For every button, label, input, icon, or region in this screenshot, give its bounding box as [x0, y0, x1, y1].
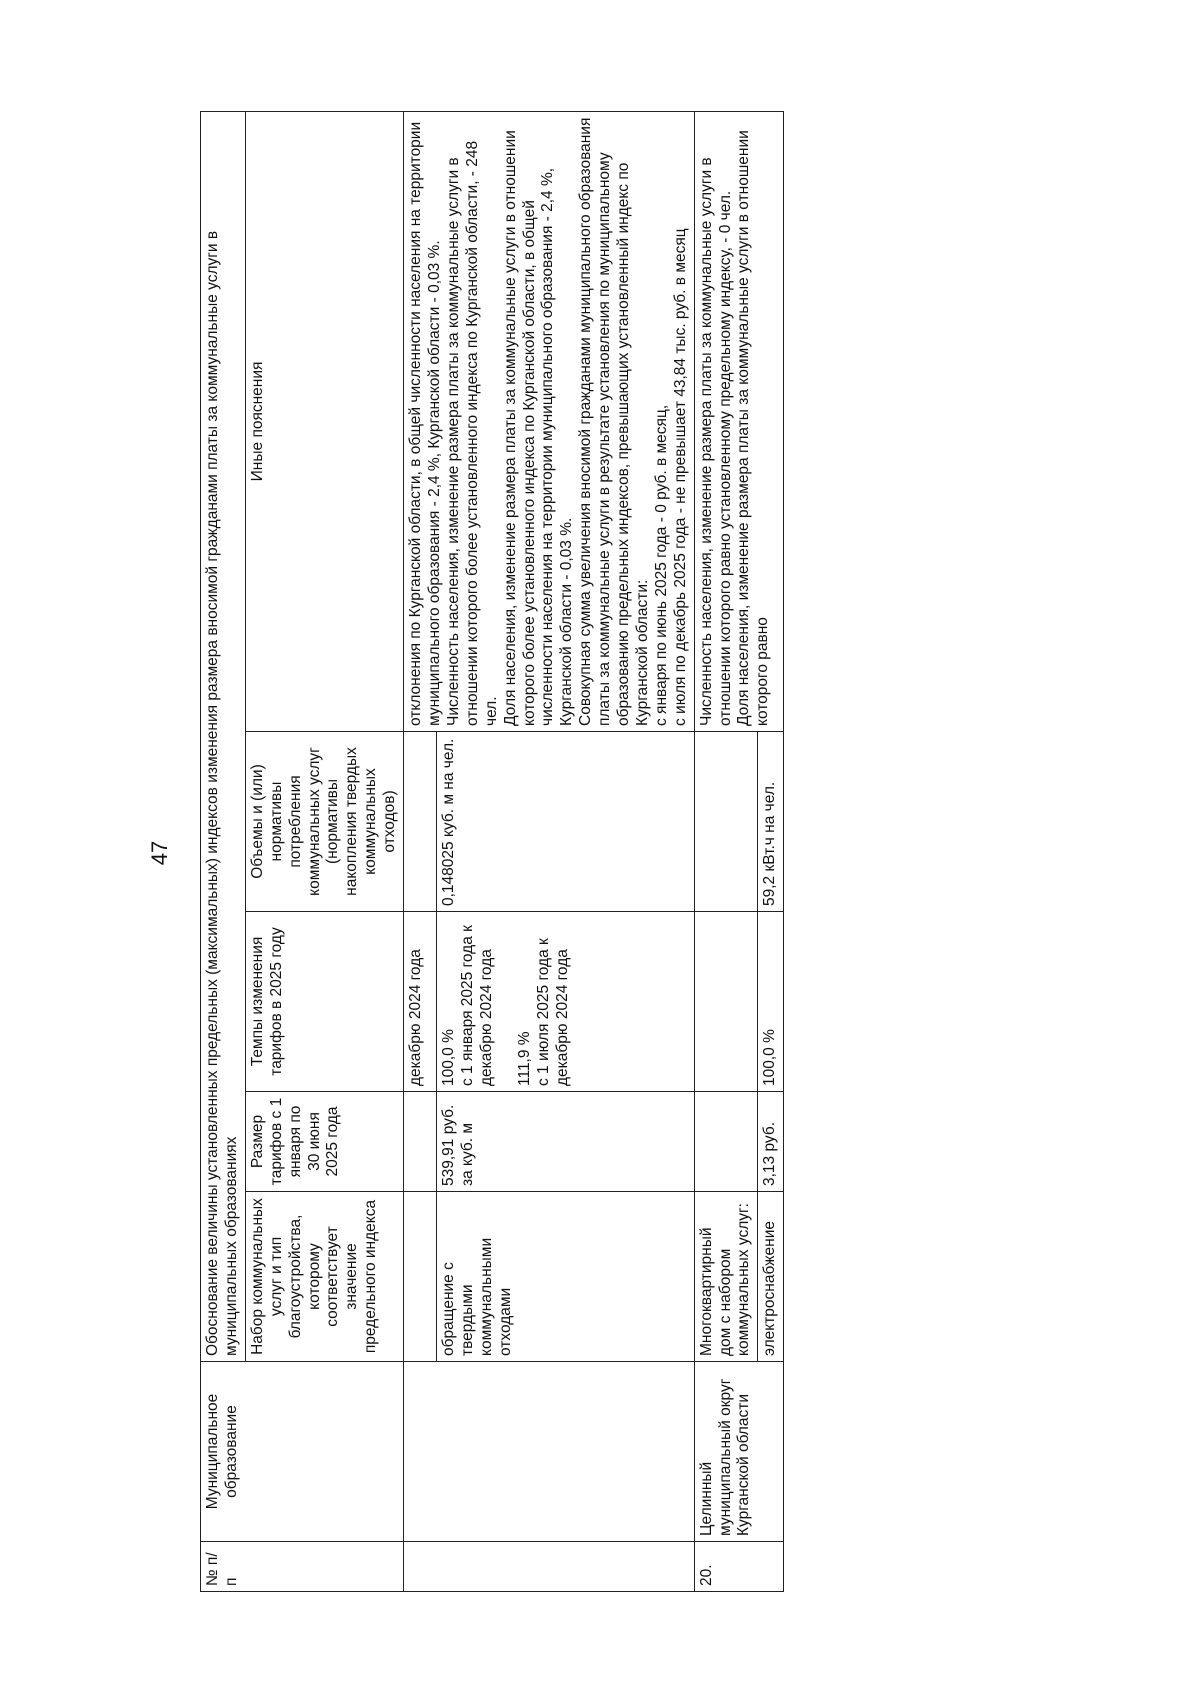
- tariff-cell: 539,91 руб. за куб. м: [437, 1092, 695, 1192]
- page-number: 47: [147, 840, 173, 866]
- volume-cell: [694, 732, 758, 912]
- num-cell: [404, 1542, 695, 1592]
- num-cell: 20.: [694, 1542, 784, 1592]
- volume-cell: 0,148025 куб. м на чел.: [437, 732, 695, 912]
- service-cell: электроснабжение: [758, 1192, 784, 1362]
- notes-cell: Численность населения, изменение размера платы за коммунальные услуги в отношении которого равно установленному предельному индексу, - 0 чел. Доля населения, изменение размера платы за коммунальные услуги в отношении которого равно: [694, 111, 784, 731]
- rotated-table-sheet: [200, 112, 1150, 1592]
- service-cell: Многоквартирный дом с набором коммунальных услуг:: [694, 1192, 758, 1362]
- municipality-cell: Целинный муниципальный округ Курганской области: [694, 1362, 784, 1542]
- volume-cell: [404, 732, 437, 912]
- table-row: [404, 111, 437, 1591]
- municipality-cell: [404, 1362, 695, 1542]
- notes-cell: отклонения по Курганской области, в общей численности населения на территории муниципального образования - 2,4 %, Курганской области - 0,03 %. Численность населения, изменение размера платы за коммунальные услуги в отношении которого более установленного индекса по Курганской области, - 248 чел. Доля населения, изменение размера платы за коммунальные услуги в отношении которого более установленного индекса по Курганской области, в общей численности населения на территории муниципального образования - 2,4 %, Курганской области - 0,03 %. Совокупная сумма увеличения вносимой гражданами муниципального образования платы за коммунальные услуги в результате установления по муниципальному образованию предельных индексов, превышающих установленный индекс по Курганской области: с января по июнь 2025 года - 0 руб. в месяц, с июля по декабрь 2025 года - не превышает 43,84 тыс. руб. в месяц: [404, 111, 695, 731]
- tariff-cell: [404, 1092, 437, 1192]
- tariff-cell: [694, 1092, 758, 1192]
- justification-table: [200, 111, 784, 1592]
- header-rates: Темпы изменения тарифов в 2025 году: [245, 912, 403, 1092]
- table-row: [694, 111, 758, 1591]
- service-cell: [404, 1192, 437, 1362]
- tariff-cell: 3,13 руб.: [758, 1092, 784, 1192]
- header-group-title: Обоснование величины установленных предельных (максимальных) индексов изменения размера вносимой гражданами платы за коммунальные услуги в муниципальных образованиях: [201, 111, 246, 1361]
- header-notes: Иные пояснения: [245, 111, 403, 731]
- rate-cell: декабрю 2024 года: [404, 912, 437, 1092]
- rate-cell: 100,0 % с 1 января 2025 года к декабрю 2024 года 111,9 % с 1 июля 2025 года к декабрю 2024 года: [437, 912, 695, 1092]
- volume-cell: 59,2 кВт.ч на чел.: [758, 732, 784, 912]
- header-municipality: Муниципальное образование: [201, 1362, 404, 1542]
- header-volumes: Объемы и (или) нормативы потребления коммунальных услуг (нормативы накопления твердых коммунальных отходов): [245, 732, 403, 912]
- rate-cell: 100,0 %: [758, 912, 784, 1092]
- service-cell: обращение с твердыми коммунальными отходами: [437, 1192, 695, 1362]
- rate-cell: [694, 912, 758, 1092]
- header-tariff: Размер тарифов с 1 января по 30 июня 2025 года: [245, 1092, 403, 1192]
- header-row-1: [201, 111, 246, 1591]
- header-num: № п/п: [201, 1542, 404, 1592]
- header-services: Набор коммунальных услуг и тип благоустройства, которому соответствует значение предельного индекса: [245, 1192, 403, 1362]
